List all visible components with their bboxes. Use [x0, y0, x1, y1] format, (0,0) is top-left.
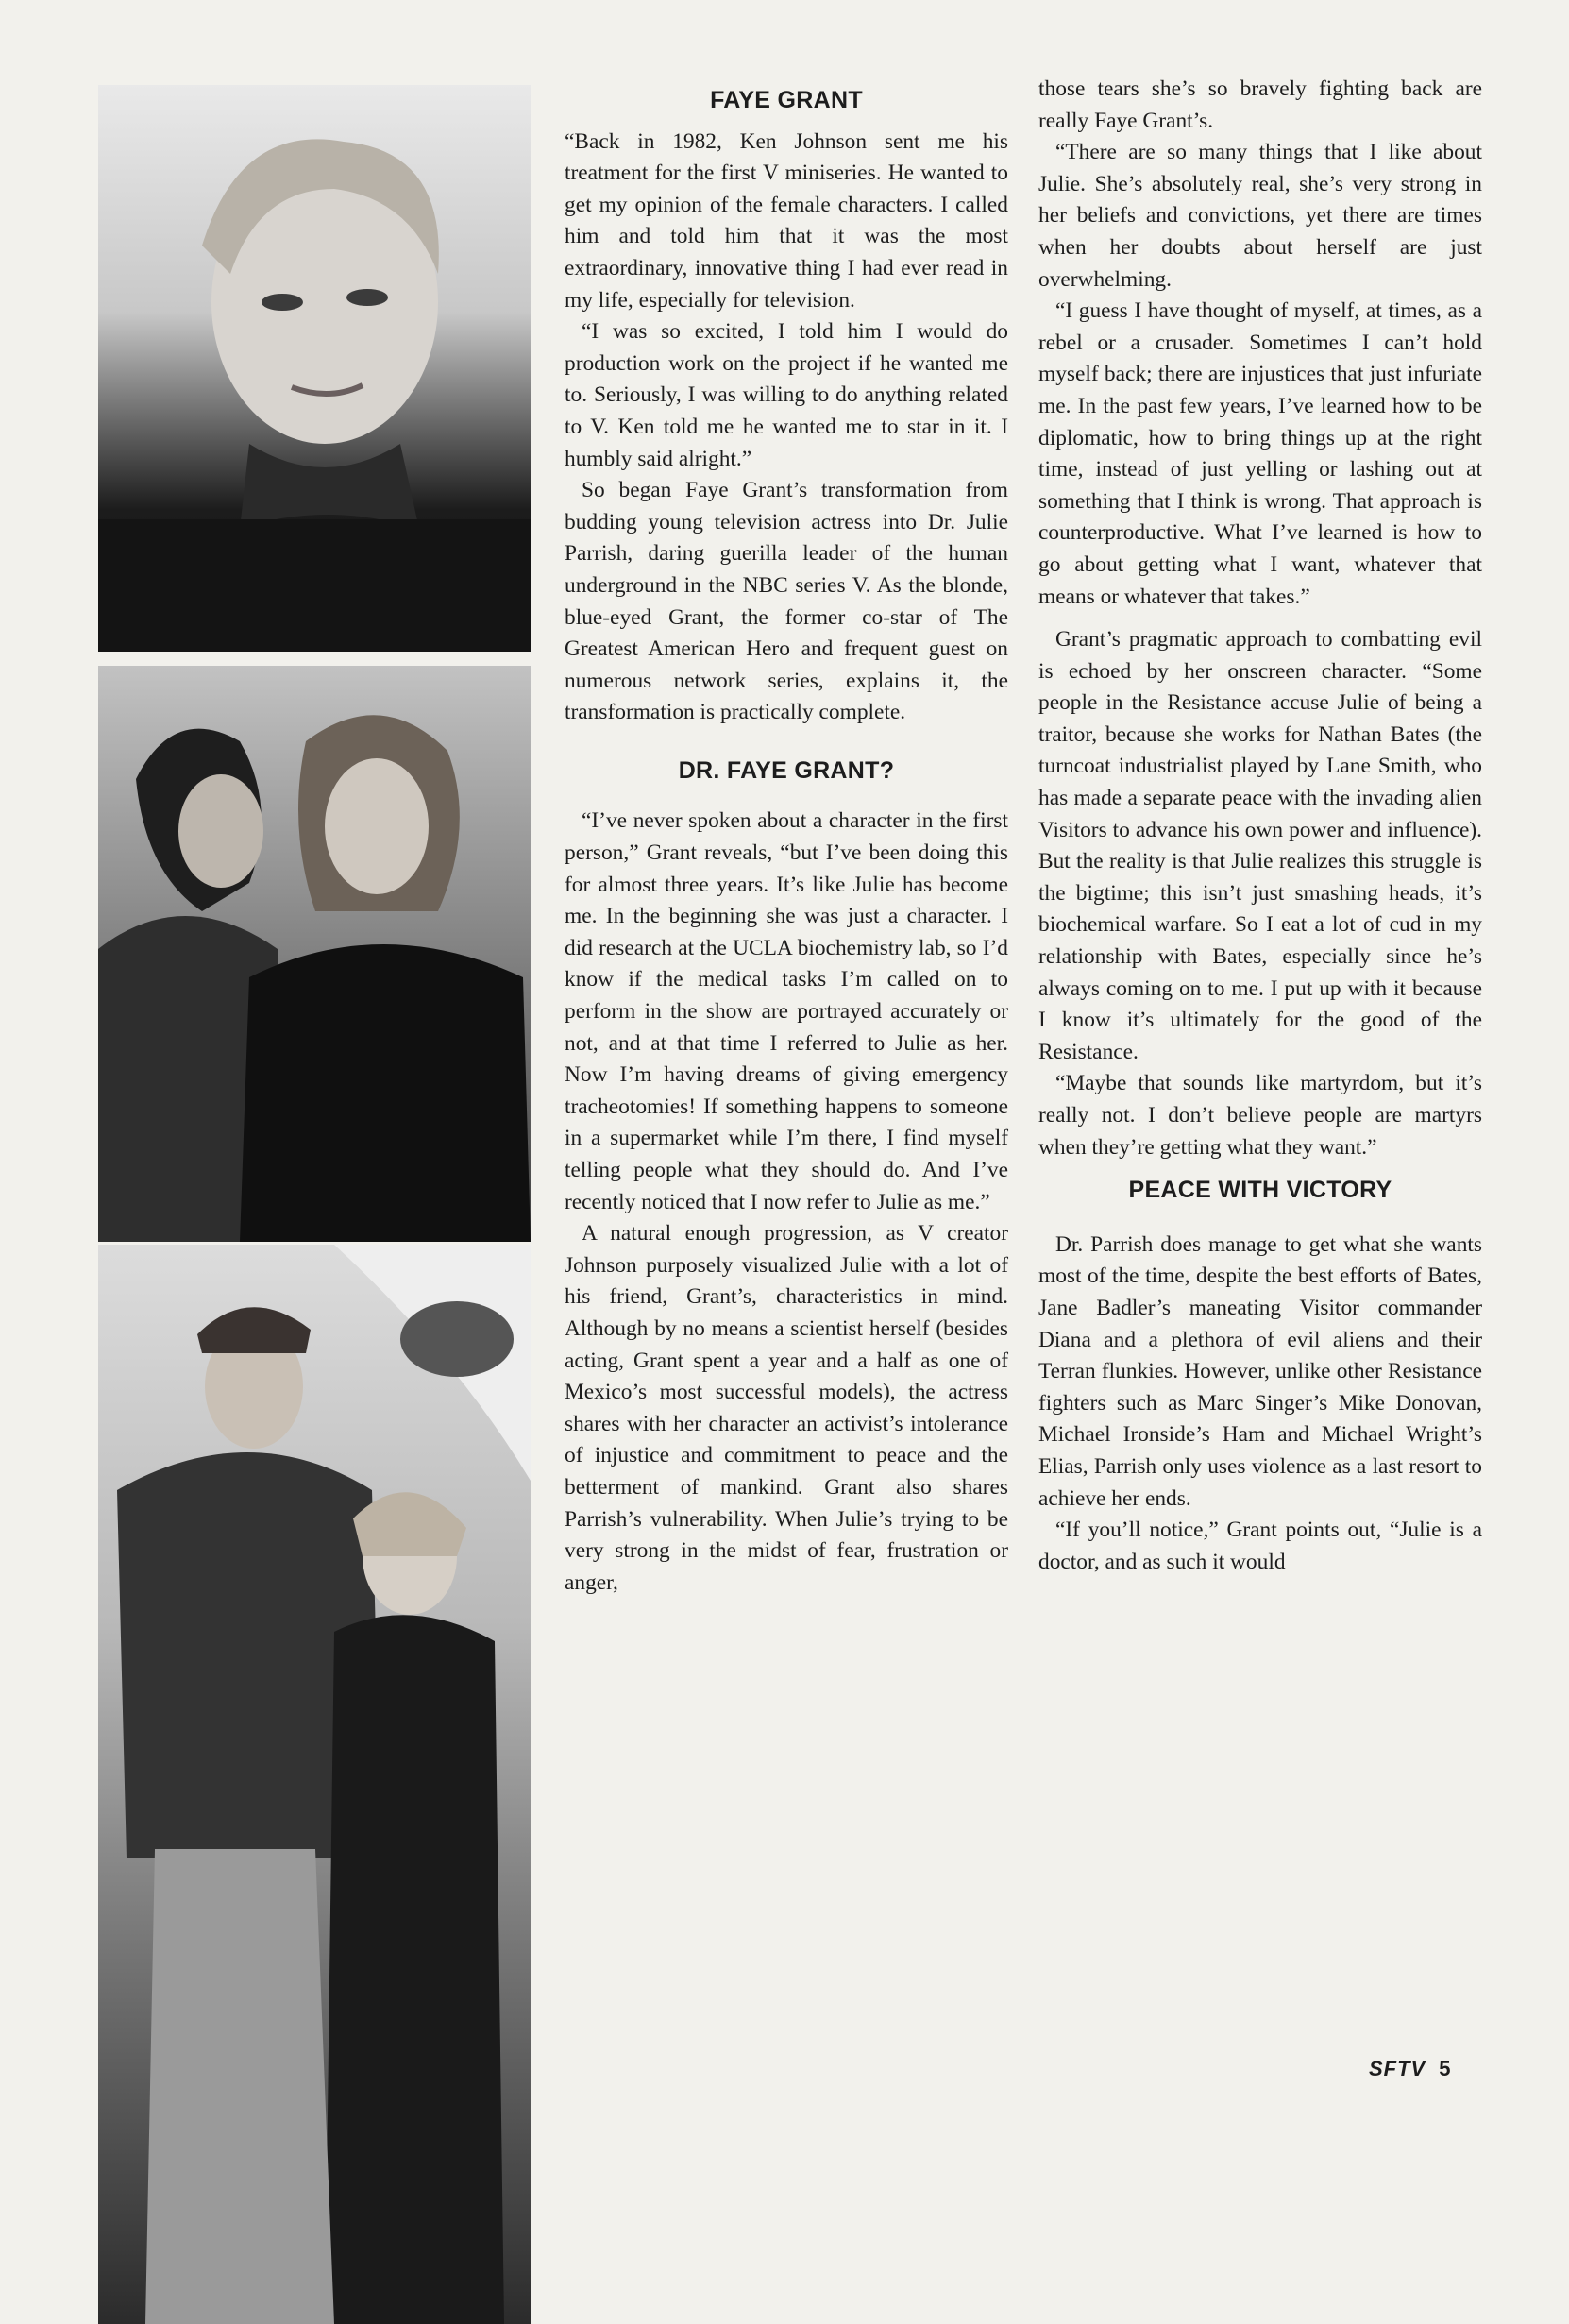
section-heading: FAYE GRANT — [710, 87, 863, 113]
cast-photo-man-woman — [98, 1245, 531, 2324]
page-footer — [1369, 2057, 1451, 2081]
paragraph: Grant’s pragmatic approach to combatting evil is echoed by her onscreen character. “Some people in the Resistance accuse Julie of being a traitor, because she works for Nathan Bates (the turncoat industrialist played by Lane Smith, who has made a separate peace with the invading alien Visitors to advance his own power and influence). But the reality is that Julie realizes this struggle is the bigtime; this isn’t just smashing heads, it’s biochemical warfare. So I eat a lot of cud in my relationship with Bates, especially since he’s always coming on to me. I put up with it because I know it’s ultimately for the good of the Resistance. — [1038, 627, 1482, 1064]
publication-name: SFTV — [1369, 2057, 1426, 2080]
article-column-right — [1038, 74, 1482, 1578]
paragraph: A natural enough progression, as V creator Johnson purposely visualized Julie with a lot of his friend, Grant’s, characteristics in mind. Although by no means a scientist herself (besides acting, Grant spent a year and a half as one of Mexico’s most successful models), the actress shares with her character an activist’s intolerance of injustice and commitment to peace and the betterment of mankind. Grant also shares Parrish’s vulnerability. When Julie’s trying to be very strong in the midst of fear, frustration or anger, — [565, 1221, 1008, 1595]
portrait-photo — [98, 85, 531, 652]
paragraph: “Maybe that sounds like martyrdom, but it’s really not. I don’t believe people are martyrs when they’re getting what they want.” — [1038, 1071, 1482, 1160]
paragraph: Dr. Parrish does manage to get what she wants most of the time, despite the best efforts of Bates, Jane Badler’s maneating Visitor commander Diana and a plethora of evil aliens and their Terran flunkies. However, unlike other Resistance fighters such as Marc Singer’s Mike Donovan, Michael Ironside’s Ham and Michael Wright’s Elias, Parrish only uses violence as a last resort to achieve her ends. — [1038, 1231, 1482, 1511]
cast-illustration — [98, 666, 531, 1242]
cast-illustration-2 — [98, 1245, 531, 2324]
cast-photo-two-women — [98, 666, 531, 1242]
page-number: 5 — [1439, 2057, 1452, 2080]
paragraph: “There are so many things that I like about Julie. She’s absolutely real, she’s very strong in her beliefs and convictions, yet there are times when her doubts about herself are just overwhelming. — [1038, 140, 1482, 292]
paragraph: “I’ve never spoken about a character in the first person,” Grant reveals, “but I’ve been doing this for almost three years. It’s like Julie has become me. In the beginning she was just a character. I did research at the UCLA biochemistry lab, so I’d know if the medical tasks I’m called on to perform in the show are portrayed accurately or not, and at that time I referred to Julie as her. Now I’m having dreams of giving emergency tracheotomies! If something happens to someone in a supermarket while I’m there, I find myself telling people what they should do. And I’ve recently noticed that I now refer to Julie as me.” — [565, 808, 1008, 1214]
paragraph: So began Faye Grant’s transformation from budding young television actress into Dr. Julie Parrish, daring guerilla leader of the human underground in the NBC series V. As the blonde, blue-eyed Grant, the former co-star of The Greatest American Hero and frequent guest on numerous network series, explains it, the transformation is practically complete. — [565, 478, 1008, 725]
paragraph: “I was so excited, I told him I would do production work on the project if he wanted me to. Seriously, I was willing to do anything related to V. Ken told me he wanted me to star in it. I humbly said alright.” — [565, 319, 1008, 471]
paragraph: “Back in 1982, Ken Johnson sent me his treatment for the first V miniseries. He wanted to get my opinion of the female characters. I called him and told him that it was the most extraordinary, innovative thing I had ever read in my life, especially for television. — [565, 128, 1008, 313]
paragraph: “If you’ll notice,” Grant points out, “Julie is a doctor, and as such it would — [1038, 1518, 1482, 1574]
article-column-middle — [565, 74, 1008, 1599]
portrait-illustration — [98, 85, 531, 652]
paragraph: “I guess I have thought of myself, at times, as a rebel or a crusader. Sometimes I can’t hold myself back; there are injustices that just infuriate me. In the past few years, I’ve learned how to be diplomatic, how to bring things up at the right time, instead of just yelling or lashing out at something that I think is wrong. That approach is counterproductive. What I’ve learned is how to go about getting what I want, whatever that means or whatever that takes.” — [1038, 298, 1482, 609]
section-heading: PEACE WITH VICTORY — [1128, 1177, 1392, 1204]
section-heading: DR. FAYE GRANT? — [678, 756, 895, 784]
paragraph: those tears she’s so bravely fighting back are really Faye Grant’s. — [1038, 76, 1482, 133]
